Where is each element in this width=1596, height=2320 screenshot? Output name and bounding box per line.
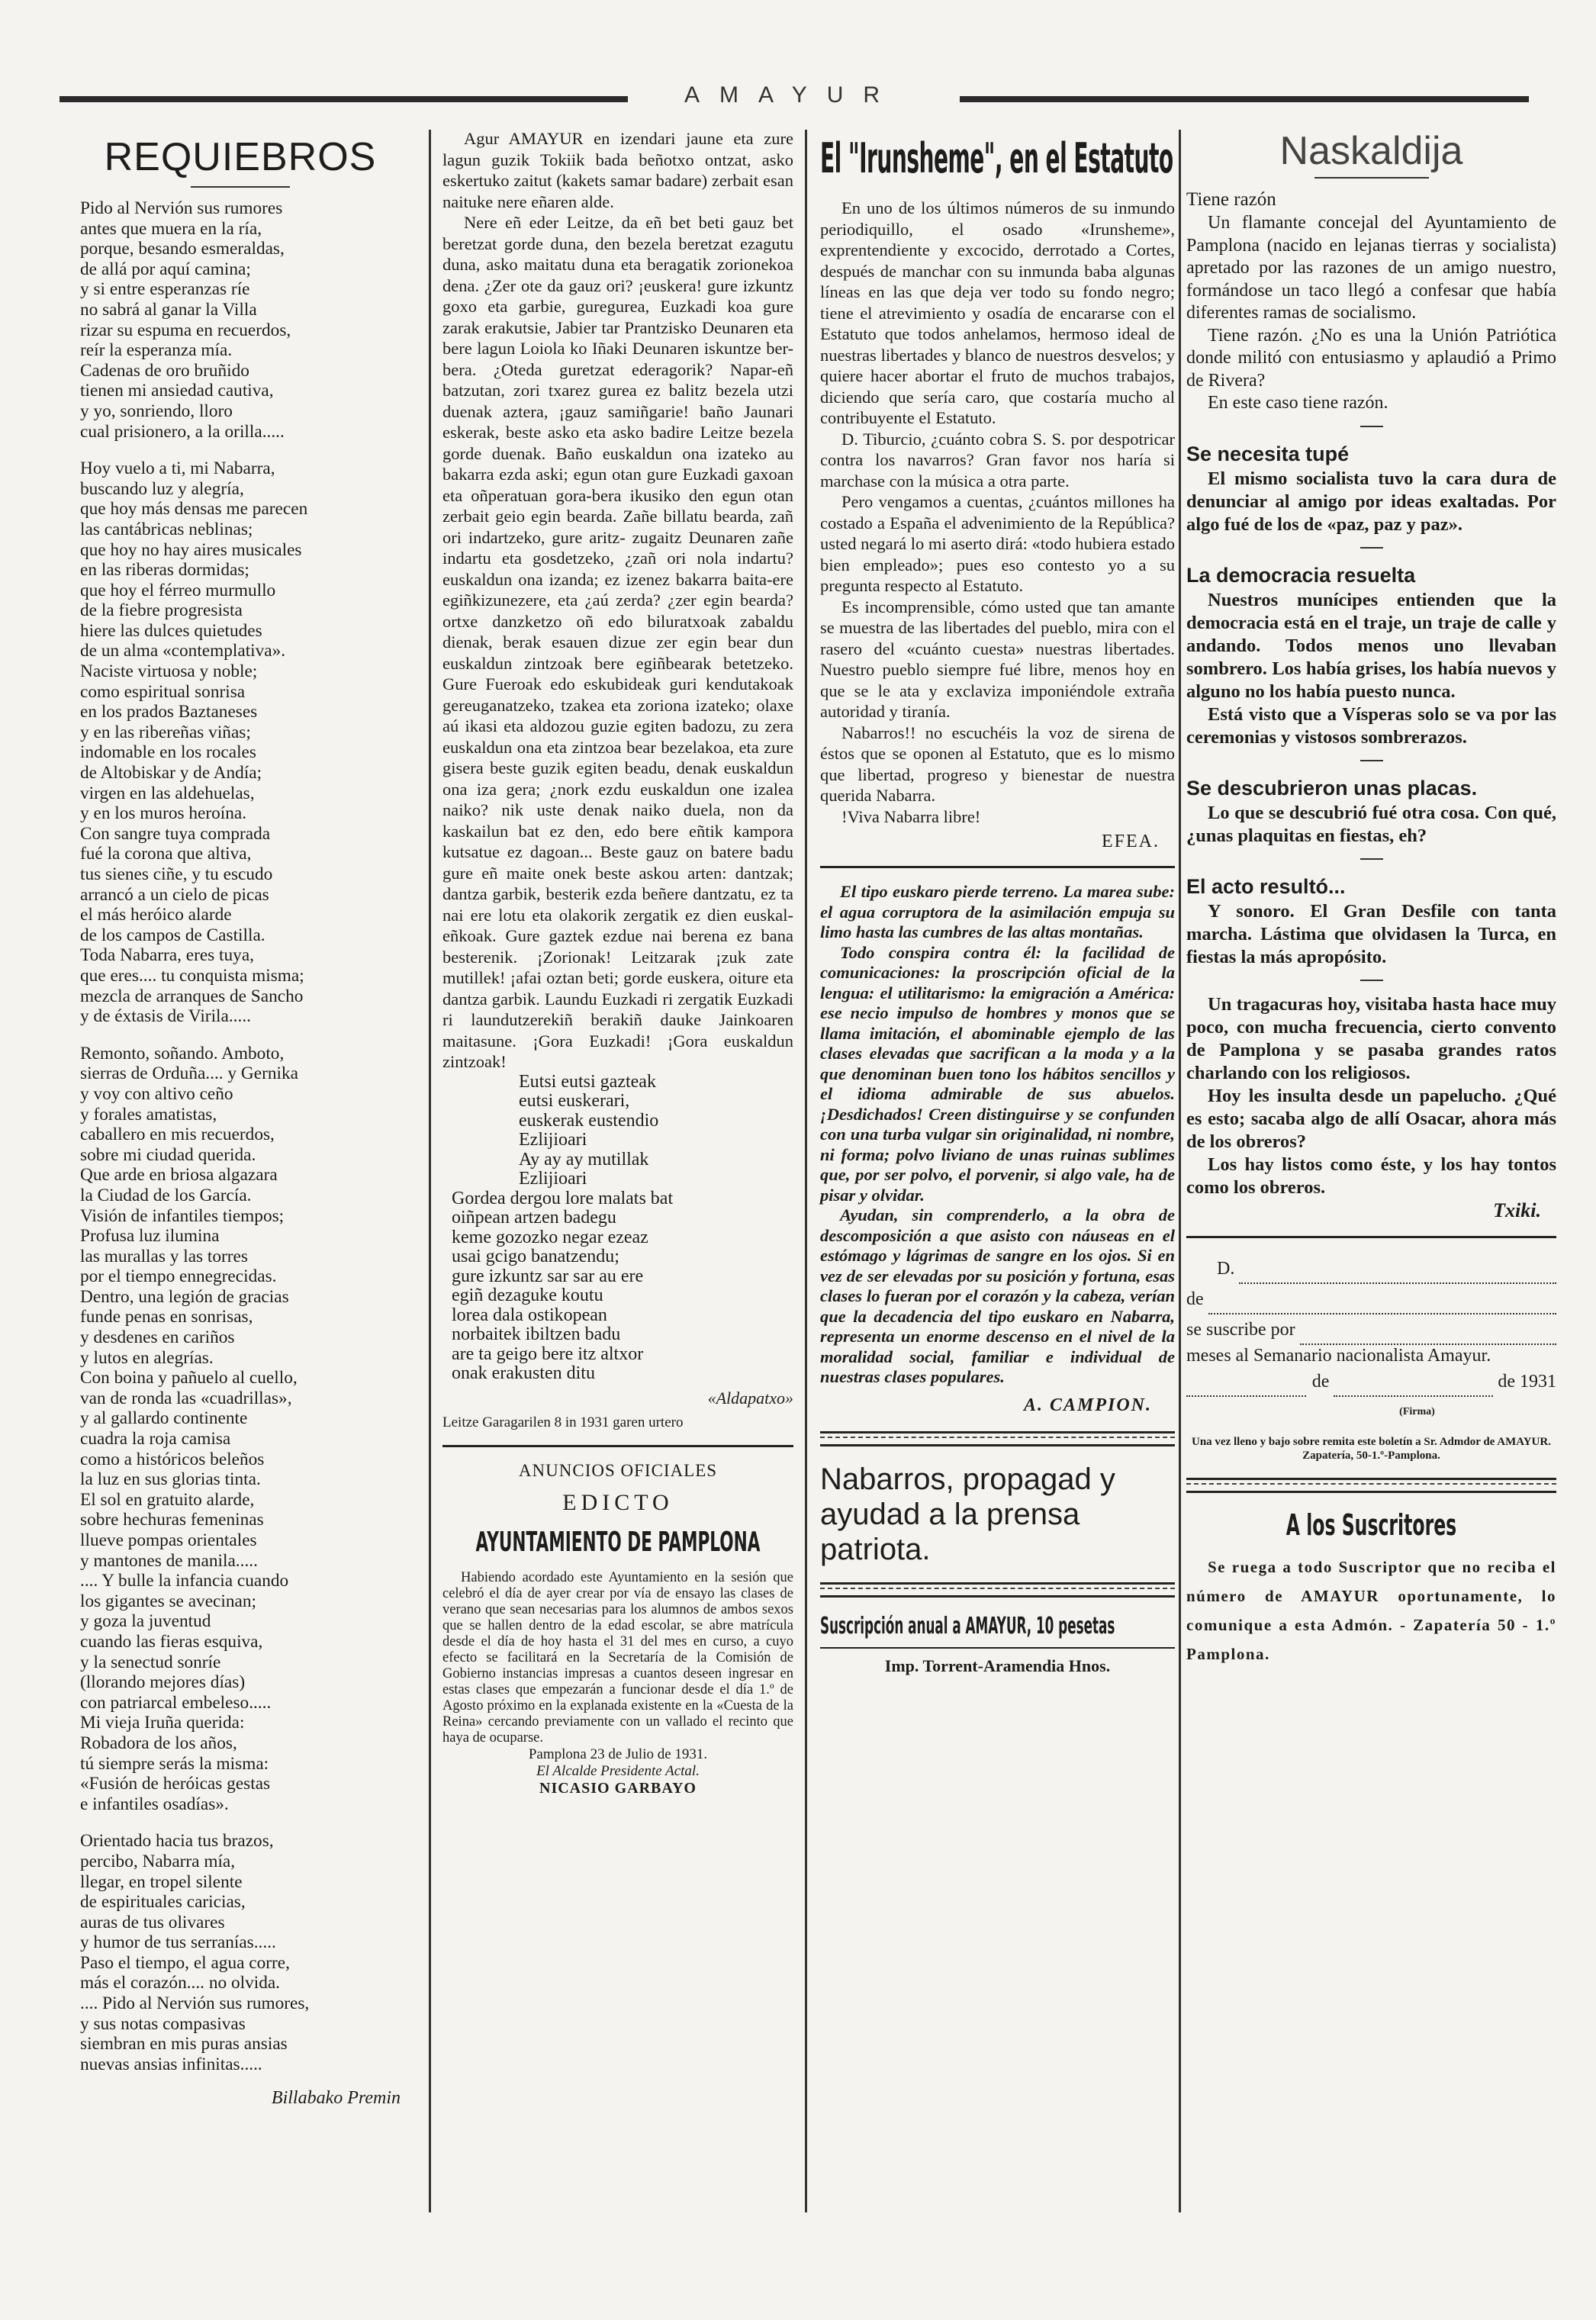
paragraph: Nuestros munícipes entienden que la democracia está en el traje, un traje de calle y andando. Todos menos uno llevaban sombrero. Los había grises, los había nuevos y alguno no los había puesto nunca.: [1186, 589, 1556, 702]
item-heading: Tiene razón: [1186, 189, 1276, 210]
separator-dash: [1360, 980, 1383, 981]
subscribers-notice: Se ruega a todo Suscriptor que no reciba el número de AMAYUR oportunamente, lo comunique a esta Admón. - Zapatería 50 - 1.º Pamplona.: [1186, 1557, 1556, 1663]
poem-stanza: Remonto, soñando. Amboto, sierras de Orduña.... y Gernika y voy con altivo ceño y forales amatistas, caballero en mis recuerdos, sobre mi ciudad querida. Que arde en briosa algazara la Ciudad de los García. Visión de infantiles tiempos; Profusa luz ilumina las murallas y las torres por el tiempo ennegrecidas. Dentro, una legión de gracias funde penas en sonrisas, y desdenes en cariños y lutos en alegrías. Con boina y pañuelo al cuello, van de ronda las «cuadrillas», y al gallardo continente cuadra la roja camisa como a históricos beleños la luz en sus glorias tinta. El sol en gratuito alarde, sobre hechuras femeninas llueve pompas orientales y mantones de manila..... .... Y bulle la infancia cuando los gigantes se avecinan; y goza la juventud cuando las fieras esquiva, y la senectud sonríe (llorando mejores días) con patriarcal embeleso..... Mi vieja Iruña querida: Robadora de los años, tú siempre serás la misma: «Fusión de heróicas gestas e infantiles osadías».: [80, 1043, 298, 1814]
form-label: de 1931: [1498, 1371, 1556, 1392]
form-instructions: Una vez lleno y bajo sobre remita este boletín a Sr. Admdor de AMAYUR. Zapatería, 50-1.º-Pamplona.: [1192, 1435, 1551, 1462]
item-body: [1186, 468, 1556, 536]
article-body: [442, 128, 793, 1073]
paragraph: Todo conspira contra él: la facilidad de comunicaciones: la proscripción oficial de la lengua: el utilitarismo: la emigración a América: ese necio impulso de hombres y monos que se llama imitación, el abominable ejemplo de las clases elevadas que sacrifican a la moda y a la que denominan buen tono los hábitos sencillos y el idioma admirable de sus abuelos. ¡Desdichados! Creen distinguirse y se confunden con una turba vulgar sin originalidad, ni nombre, ni forma; polvo liviano de unas ruinas sublimes que, por ser polvo, el porvenir, si algo vale, ha de pisar y olvidar.: [820, 942, 1175, 1205]
paragraph: Está visto que a Vísperas solo se va por las ceremonias y vistosos sombrerazos.: [1186, 703, 1556, 748]
month-field[interactable]: [1334, 1377, 1493, 1397]
section-rule: [820, 866, 1175, 868]
form-label: D.: [1217, 1258, 1235, 1279]
column-estatuto: [820, 128, 1175, 1676]
printer-credit: Imp. Torrent-Aramendia Hnos.: [884, 1656, 1111, 1675]
paragraph: Los hay listos como éste, y los hay tontos como los obreros.: [1186, 1154, 1556, 1198]
news-item: [1186, 442, 1556, 549]
masthead: [60, 82, 1529, 113]
form-label: de: [1311, 1371, 1330, 1392]
paragraph: Un flamante concejal del Ayuntamiento de Pamplona (nacido en lejanas tierras y socialista) apretado por las razones de un amigo nuestro, formándose un taco llegó a confesar que había diferentes ramas de socialismo.: [1186, 213, 1556, 323]
section-rule: [442, 1445, 793, 1447]
dateline: Leitze Garagarilen 8 in 1931 garen urtero: [442, 1414, 684, 1430]
masthead-title: AMAYUR: [684, 82, 900, 108]
paragraph: !Viva Nabarra libre!: [841, 806, 981, 826]
paragraph: Un tragacuras hoy, visitaba hasta hace muy poco, con mucha frecuencia, cierto convento de Pamplona y se pasaba grandes ratos charlando con los religiosos.: [1186, 993, 1556, 1083]
separator-dash: [1360, 426, 1383, 427]
article-body: [820, 198, 1175, 827]
paragraph: Lo que se descubrió fué otra cosa. Con qué, ¿unas plaquitas en fiestas, eh?: [1186, 802, 1556, 846]
section-rule: [1186, 1236, 1556, 1238]
day-field[interactable]: [1186, 1377, 1306, 1397]
paragraph: Pero vengamos a cuentas, ¿cuántos millones ha costado a España el advenimiento de la República? usted negará lo mi aserto dirá: «todo hubiera estado bien empleado»; pues eso contesto yo a su pregunta respecto al Estatuto.: [820, 492, 1175, 595]
item-body: [1186, 589, 1556, 749]
column-euskera: [442, 128, 793, 1797]
article-title: REQUIEBROS: [104, 135, 377, 179]
poem-stanza: Orientado hacia tus brazos, percibo, Nabarra mía, llegar, en tropel silente de espirituales caricias, auras de tus olivares y humor de tus serranías..... Paso el tiempo, el agua corre, más el corazón.... no olvida. .... Pido al Nervión sus rumores, y sus notas compasivas siembran en mis puras ansias nuevas ansias infinitas.....: [80, 1831, 310, 2074]
item-body: [1186, 212, 1556, 415]
item-heading: La democracia resuelta: [1186, 563, 1416, 587]
promo-text: Nabarros, propagad y ayudad a la prensa patriota.: [820, 1462, 1115, 1566]
column-naskaldija: [1186, 128, 1556, 1668]
section-title: Naskaldija: [1279, 129, 1463, 173]
announcements-label: ANUNCIOS OFICIALES: [518, 1460, 718, 1480]
item-heading: El acto resultó...: [1186, 874, 1346, 898]
news-item: [1186, 564, 1556, 761]
edict-text: Habiendo acordado este Ayuntamiento en la sesión que celebró el día de ayer crear por vía de ensayo las clases de verano que sean necesarias para los alumnos de ambos sexos que se hallen dentro de la edad escolar, se abre matrícula desde el día de hoy hasta el 31 del mes en curso, a cuyo efecto se facilitará en la Secretaría de la Comisión de Gobierno instancias impresas a cuantos deseen ingresar en estas clases que empezarán a funcionar desde el día 1.º de Agosto próximo en la explanada existente en la «Cuesta de la Reina» cercando previamente con un vallado el recinto que haya de ocuparse.: [442, 1569, 793, 1746]
form-row-from: [1186, 1284, 1556, 1314]
title-underline: [1314, 177, 1429, 179]
poem-stanza: Pido al Nervión sus rumores antes que muera en la ría, porque, besando esmeraldas, de allá por aquí camina; y si entre esperanzas ríe no sabrá al ganar la Villa rizar su espuma en recuerdos, reír la esperanza mía. Cadenas de oro bruñido tienen mi ansiedad cautiva, y yo, sonriendo, lloro cual prisionero, a la orilla.....: [80, 198, 291, 442]
ornamental-rule: [1186, 1478, 1556, 1493]
paragraph: En uno de los últimos números de su inmundo periodiquillo, el osado «Irunsheme», exprentendiente y excocido, derrotado a Cortes, después de manchar con su inmunda baba algunas líneas en las que deja ver todo su fondo negro; tiene el atrevimiento y osadía de encararse con el Estatuto que todos anhelamos, hermoso ideal de nuestras libertades y blanco de nuestros desvelos; y quiere hacer abortar el fruto de muchos trabajos, diciendo que sería caro, que costaría mucho al contribuyente el Estatuto.: [820, 198, 1175, 427]
period-field[interactable]: [1300, 1325, 1556, 1345]
item-body: [1186, 993, 1556, 1199]
paragraph: Hoy les insulta desde un papelucho. ¿Qué es esto; sacaba algo de allí Osacar, ahora más de los obreros?: [1186, 1085, 1556, 1152]
paragraph: Es incomprensible, cómo usted que tan amante se muestra de las libertades del pueblo, mira con el rasero del «cuánto cuesta» nuestras libertades. Nuestro pueblo siempre fué libre, menos hoy en que se le ata y exclaviza imponiéndole extraña autoridad y tiranía.: [820, 597, 1175, 721]
council-heading: AYUNTAMIENTO DE PAMPLONA: [475, 1526, 761, 1558]
author-signature: Billabako Premin: [271, 2088, 401, 2109]
item-heading: Se necesita tupé: [1186, 442, 1350, 465]
paragraph: El tipo euskaro pierde terreno. La marea sube: el agua corruptora de la asimilación empuja su limo hasta las cumbres de las altas montañas.: [820, 882, 1175, 941]
address-field[interactable]: [1208, 1295, 1556, 1314]
column-divider: [1179, 130, 1181, 2212]
quote-block: [820, 882, 1175, 1388]
article-title: El "Irunsheme", en el Estatuto: [820, 134, 1173, 182]
poem-stanza: Hoy vuelo a ti, mi Nabarra, buscando luz y alegría, que hoy más densas me parecen las cantábricas neblinas; que hoy no hay aires musicales en las riberas dormidas; que hoy el férreo murmullo de la fiebre progresista hiere las dulces quietudes de un alma «contemplativa». Naciste virtuosa y noble; como espiritual sonrisa en los prados Baztaneses y en las ribereñas viñas; indomable en los rocales de Altobiskar y de Andía; virgen en las aldehuelas, y en los muros heroína. Con sangre tuya comprada fué la corona que altiva, tus sienes ciñe, y tu escudo arrancó a un cielo de picas el más heróico alarde de los campos de Castilla. Toda Nabarra, eres tuya, que eres.... tu conquista misma; mezcla de arranques de Sancho y de éxtasis de Virila.....: [80, 459, 308, 1027]
paragraph: Agur AMAYUR en izendari jaune eta zure lagun guzik Tokiik bada beñotxo ontzat, asko eskertuko zaitut (kakets samar badare) zerbait esan naituke nere eñaren alde.: [442, 129, 793, 211]
edict-signatory-name: NICASIO GARBAYO: [539, 1779, 697, 1797]
item-body: [1186, 802, 1556, 848]
news-item: [1186, 777, 1556, 860]
paragraph: Y sonoro. El Gran Desfile con tanta marcha. Lástima que olvidasen la Turca, en fiestas la más apropósito.: [1186, 900, 1556, 967]
form-label: se suscribe por: [1186, 1319, 1295, 1340]
separator-dash: [1360, 547, 1383, 549]
ornamental-rule: [820, 1582, 1175, 1598]
paragraph: D. Tiburcio, ¿cuánto cobra S. S. por despotricar contra los navarros? Gran favor nos haría si marchase con la música a otra parte.: [820, 429, 1175, 491]
author-signature: EFEA.: [1102, 832, 1160, 851]
subscription-price: Suscripción anual a AMAYUR, 10 pesetas: [820, 1612, 1115, 1639]
paragraph: Ayudan, sin comprenderlo, a la obra de descomposición a que asisto con náuseas en el estómago y lágrimas de sangre en los ojos. Si en vez de ser elevadas por su posición y fortuna, esas clases lo fueran por el corazón y la cabeza, verían que la decadencia del tipo euskaro en Nabarra, representa un enorme descenso en el nivel de la moralidad social, familiar e individual de nuestras clases populares.: [820, 1205, 1175, 1386]
subscription-form: [1186, 1253, 1556, 1462]
verse: Eutsi eutsi gazteak eutsi euskerari, euskerak eustendio Ezlijioari Ay ay ay mutillak Ezlijioari: [519, 1071, 659, 1189]
verse: Gordea dergou lore malats bat oiñpean artzen badegu keme gozozko negar ezeaz usai gcigo banatzendu; gure izkuntz sar sar au ere egiñ dezaguke koutu lorea dala ostikopean norbaitek ibiltzen badu are ta geigo bere itz altxor onak erakusten ditu: [452, 1188, 674, 1383]
paragraph: Tiene razón. ¿No es una la Unión Patriótica donde militó con entusiasmo y aplaudió a Primo de Rivera?: [1186, 325, 1556, 391]
item-heading: Se descubrieron unas placas.: [1186, 776, 1478, 800]
author-signature: Txiki.: [1493, 1199, 1541, 1221]
column-divider: [429, 130, 431, 2212]
subscribers-heading: A los Suscritores: [1285, 1508, 1457, 1542]
form-text: meses al Semanario nacionalista Amayur.: [1186, 1345, 1491, 1366]
separator-dash: [1360, 858, 1383, 860]
title-underline: [191, 186, 290, 188]
name-field[interactable]: [1239, 1264, 1556, 1284]
edict-signatory-role: El Alcalde Presidente Actal.: [536, 1762, 700, 1779]
separator-dash: [1360, 760, 1383, 761]
signature-caption: (Firma): [1399, 1405, 1435, 1417]
verse-signature: «Aldapatxo»: [707, 1388, 793, 1408]
masthead-rule-left: [60, 96, 628, 102]
item-body: [1186, 900, 1556, 969]
section-rule: [820, 1647, 1175, 1649]
form-row-period: [1186, 1314, 1556, 1345]
column-requiebros: [80, 128, 401, 2109]
form-label: de: [1186, 1289, 1204, 1309]
column-divider: [805, 130, 807, 2212]
paragraph: Nere eñ eder Leitze, da eñ bet beti gauz bet beretzat gorde duna, den bezela beretzat ezagutu duna, asko maitatu duna eta beragatik zorionekoa dena. ¿Zer ote da gauz ori? ¡euskera! gure izkuntz goxo eta garbie, guregurea, Euzkadi koa gure zarak erakutsie, Jabier tar Prantzisko Deunaren eta bere lagun Loiola ko Iñaki Deunaren iskuntze ber-bera. ¿Oteda guretzat ederagorik? Napar-eñ batzutan, zori txarez gurea ez balitz bezela utzi duenak aztera, ¡gauz samiñgarie! baño Jaunari eskerak, beste asko eta asko badire Leitze bezela gorde duenak. Baño euskaldun ona izateko au bakarra ezda aski; egun otan gure Euzkadi gaxoan eta oñperatuan gora-bera ikusiko den egun otan zerbait geio egin bearda. Zañe billatu bearda, zañ ori indartzeko, gure aritz- zugaitz Deunaren zañe indartu eta gosdetzeko, ¿zañ ori nola indartu? euskaldun ona izanda; ez izenez bakarra baita-ere egiñkizunezere, eta ¿aú zerda? ¿zer egin bearda? ortxe danzketzo oñ edo biluratxoak zabaldu dienak, berak esauen dizue zer egin bear dun euskaldun zintzoak bere egiñbearak betetzeko. Gure Fueroak edo eskubideak guri kendutakoak gereuganatzeko, tzakea eta zoriona izateko; olaxe aú ikasi eta aldozou guzie egiten badozu, zu zera euskaldun ona eta zintzoa bear bezelakoa, eta zure gisera beste guzik egiten beadu, denak euskaldun ona iza gera; ¿nork ezdu euskaldun one izalea naiko? nik uste denak naiko duela, non da kaskailun bat ez den, edo bere eñtik kampora kutsatue ez dagoan... Beste gauz on batere badu gure eñ maite onek beste askou arten: dantzak; dantza garbik, besterik ezda beñere dantzatu, ez ta nai ere lotu eta olakorik zergatik ez dien euskal-eñkoak. Gure gaztek ezdue nai berena ez bana besterenik. ¡Zorionak! Leitzarak ¡zuk zate mutillek! ¡afai oztan beti; gorde euskera, oiture eta dantza garbik. Laundu Euzkadi ri zergatik Euzkadi ri laundutzerekiñ berakiñ dauke Jainkoaren maitasune. ¡Gora Euzkadi! ¡Gora euskaldun zintzoak!: [442, 213, 793, 1071]
edict-date: Pamplona 23 de Julio de 1931.: [528, 1746, 708, 1762]
news-item: [1186, 189, 1556, 427]
paragraph: En este caso tiene razón.: [1208, 393, 1388, 413]
form-row-date: [1186, 1366, 1556, 1397]
paragraph: Nabarros!! no escuchéis la voz de sirena de éstos que se oponen al Estatuto, que es lo mismo que libertad, progreso y bienestar de nuestra querida Nabarra.: [820, 722, 1175, 805]
quote-signature: A. CAMPION.: [1023, 1395, 1152, 1415]
news-item: [1186, 993, 1556, 1222]
form-row-name: [1186, 1253, 1556, 1284]
news-item: [1186, 875, 1556, 981]
ornamental-rule: [820, 1431, 1175, 1446]
masthead-rule-right: [960, 96, 1529, 102]
edict-label: EDICTO: [562, 1489, 674, 1515]
paragraph: El mismo socialista tuvo la cara dura de denunciar al amigo por ideas exaltadas. Por algo fué de los de «paz, paz y paz».: [1186, 468, 1556, 535]
